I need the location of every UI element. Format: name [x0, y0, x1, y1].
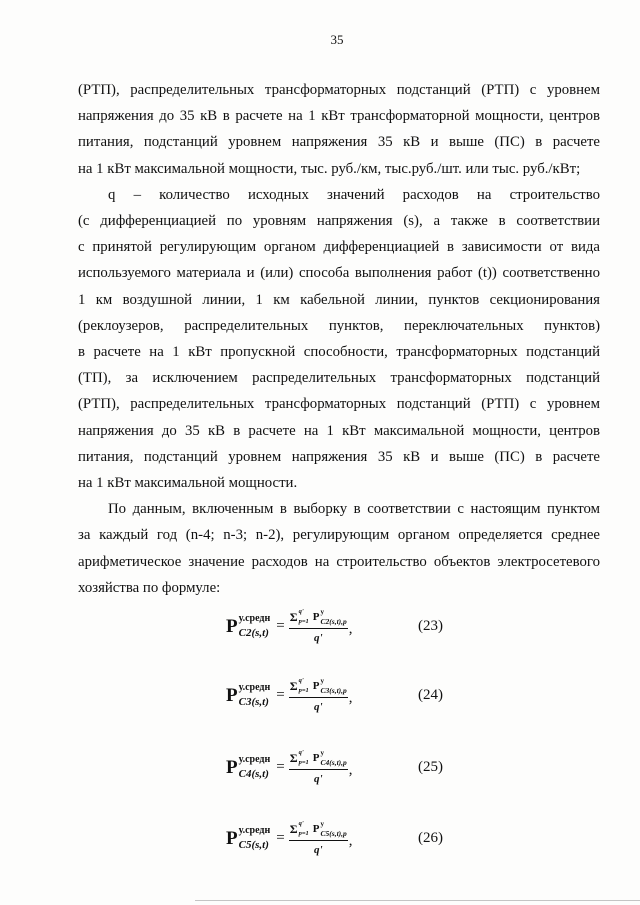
- numerator: [289, 677, 348, 698]
- term-symbol: P: [312, 610, 320, 623]
- text-line: питания, подстанций уровнем напряжения 35 кВ и выше (ПС) в расчете: [78, 134, 600, 151]
- formula-subscript: C3(s,t): [238, 695, 269, 708]
- formula-symbol: P: [226, 684, 238, 706]
- term-scripts: [321, 609, 347, 625]
- denominator: q': [313, 632, 323, 644]
- text-line: (РТП), распределительных трансформаторных подстанций (РТП) с уровнем: [78, 82, 600, 98]
- body-text: [78, 77, 600, 601]
- formula-symbol: P: [226, 827, 238, 849]
- sum-upper-limit: q': [298, 676, 304, 684]
- text-line: По данным, включенным в выборку в соответствии с настоящим пунктом: [108, 501, 600, 518]
- term-superscript: у: [320, 608, 325, 616]
- formula-scripts: [239, 755, 271, 780]
- fraction: [289, 749, 348, 785]
- formula-scripts: [239, 614, 271, 639]
- formula: [226, 745, 353, 789]
- page-number: 35: [330, 32, 344, 47]
- equation-number: (23): [418, 617, 443, 634]
- paragraph: [78, 182, 600, 496]
- numerator: [289, 820, 348, 841]
- text-line: арифметическое значение расходов на строительство объектов электросетевого: [78, 553, 600, 570]
- comma: ,: [348, 689, 353, 706]
- fraction: [289, 677, 348, 713]
- term-subscript: C2(s,t),p: [320, 616, 347, 626]
- equals-sign: =: [276, 617, 285, 634]
- paragraph: [78, 77, 600, 182]
- formula-subscript: C4(s,t): [238, 767, 269, 780]
- equation-number: (24): [418, 686, 443, 703]
- formula-superscript: у.средн: [238, 681, 271, 693]
- text-line: (РТП), распределительных трансформаторных подстанций (РТП) с уровнем: [78, 396, 600, 413]
- term-superscript: у: [320, 749, 325, 757]
- sum-lower-limit: p=1: [298, 618, 309, 625]
- sum-limits: [299, 821, 309, 838]
- sum-lower-limit: p=1: [298, 687, 309, 694]
- text-line: q – количество исходных значений расходов на строительство: [108, 186, 600, 203]
- equation-number: (26): [418, 829, 443, 846]
- fraction: [289, 608, 348, 644]
- term-subscript: C4(s,t),p: [320, 757, 347, 767]
- formula-superscript: у.средн: [238, 824, 271, 836]
- formula-row: [0, 604, 640, 648]
- sum-upper-limit: q': [298, 748, 304, 756]
- text-line: (с дифференциацией по уровням напряжения (s), а также в соответствии: [78, 213, 600, 230]
- term-subscript: C3(s,t),p: [320, 685, 347, 695]
- sum-limits: [299, 609, 309, 626]
- text-line: напряжения до 35 кВ в расчете на 1 кВт максимальной мощности, центров: [78, 422, 600, 439]
- paragraph: [78, 496, 600, 601]
- denominator: q': [313, 701, 323, 713]
- text-line: на 1 кВт максимальной мощности, тыс. руб./км, тыс.руб./шт. или тыс. руб./кВт;: [78, 160, 581, 177]
- text-line: напряжения до 35 кВ в расчете на 1 кВт трансформаторной мощности, центров: [78, 108, 600, 125]
- sum-limits: [299, 678, 309, 695]
- term-scripts: [321, 821, 347, 837]
- formula-scripts: [239, 683, 271, 708]
- text-line: (ТП), за исключением распределительных трансформаторных подстанций: [78, 370, 600, 387]
- numerator: [289, 608, 348, 629]
- formula-symbol: P: [226, 615, 238, 637]
- sum-symbol: Σ: [289, 679, 298, 693]
- term-symbol: P: [312, 822, 320, 835]
- comma: ,: [348, 761, 353, 778]
- comma: ,: [348, 832, 353, 849]
- sum-upper-limit: q': [298, 607, 304, 615]
- formula-row: [0, 816, 640, 860]
- term-symbol: P: [312, 679, 320, 692]
- formula-subscript: C5(s,t): [238, 838, 269, 851]
- text-line: с принятой регулирующим органом дифференциацией в зависимости от вида: [78, 239, 600, 256]
- term-scripts: [321, 750, 347, 766]
- equation-number: (25): [418, 758, 443, 775]
- formula: [226, 673, 353, 717]
- formula-superscript: у.средн: [238, 753, 271, 765]
- text-line: в расчете на 1 кВт пропускной способности, трансформаторных подстанций: [78, 344, 600, 361]
- term-superscript: у: [320, 677, 325, 685]
- formula-row: [0, 745, 640, 789]
- fraction: [289, 820, 348, 856]
- formula: [226, 816, 353, 860]
- text-line: 1 км воздушной линии, 1 км кабельной линии, пунктов секционирования: [78, 291, 600, 308]
- formula-scripts: [239, 826, 271, 851]
- numerator: [289, 749, 348, 770]
- comma: ,: [348, 620, 353, 637]
- sum-symbol: Σ: [289, 751, 298, 765]
- sum-limits: [299, 750, 309, 767]
- denominator: q': [313, 844, 323, 856]
- sum-symbol: Σ: [289, 822, 298, 836]
- denominator: q': [313, 773, 323, 785]
- term-subscript: C5(s,t),p: [320, 828, 347, 838]
- formula-superscript: у.средн: [238, 612, 271, 624]
- term-symbol: P: [312, 751, 320, 764]
- scan-edge-line: [195, 900, 640, 901]
- sum-upper-limit: q': [298, 819, 304, 827]
- text-line: за каждый год (n-4; n-3; n-2), регулирующим органом определяется среднее: [78, 527, 600, 544]
- term-scripts: [321, 678, 347, 694]
- text-line: на 1 кВт максимальной мощности.: [78, 475, 298, 492]
- text-line: (реклоузеров, распределительных пунктов, переключательных пунктов): [78, 317, 600, 334]
- formula-subscript: C2(s,t): [238, 626, 269, 639]
- equals-sign: =: [276, 686, 285, 703]
- formula: [226, 604, 353, 648]
- equals-sign: =: [276, 829, 285, 846]
- sum-lower-limit: p=1: [298, 830, 309, 837]
- term-superscript: у: [320, 820, 325, 828]
- text-line: используемого материала и (или) способа выполнения работ (t)) соответственно: [78, 265, 600, 282]
- sum-lower-limit: p=1: [298, 759, 309, 766]
- text-line: питания, подстанций уровнем напряжения 35 кВ и выше (ПС) в расчете: [78, 448, 600, 465]
- equals-sign: =: [276, 758, 285, 775]
- formula-row: [0, 673, 640, 717]
- formula-symbol: P: [226, 756, 238, 778]
- text-line: хозяйства по формуле:: [78, 579, 221, 596]
- sum-symbol: Σ: [289, 610, 298, 624]
